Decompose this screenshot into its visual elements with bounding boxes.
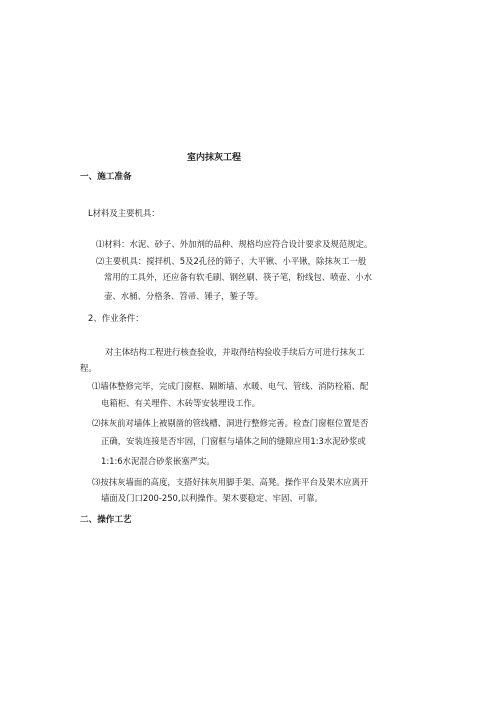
document-title: 室内抹灰工程 [187,153,242,163]
condition-2-line-1: ⑵抹灰前对墙体上被剔凿的管线槽、洞进行整修完善。检查门窗框位置是否 [92,418,369,428]
item-materials: ⑴材料：水泥、砂子、外加剂的品种、规格均应符合设计要求及规范规定。 [96,239,373,249]
condition-3-line-1: ⑶按抹灰墙面的高度，支搭好抹灰用脚手架、高凳。操作平台及架木应离开 [92,477,369,487]
condition-3-line-2: 墙面及门口200-250,以利操作。架木要稳定、牢固、可靠。 [101,493,323,503]
condition-2-line-3: 1:1:6水泥混合砂浆嵌塞严实。 [101,456,215,466]
condition-2-line-2: 正确，安装连接是否牢固，门窗框与墙体之间的缝隙应用1:3水泥砂浆或 [101,436,366,446]
section-heading-preparation: 一、施工准备 [80,172,132,182]
condition-1-line-1: ⑴墙体整修完毕，完成门窗框、隔断墙、水暖、电气、管线、消防栓箱、配 [92,381,369,391]
condition-1-line-2: 电箱柜、有关埋件、木砖等安装埋设工作。 [101,398,261,408]
subheading-work-conditions: 2、作业条件： [88,313,144,323]
paragraph-structure-check-line-2: 程。 [80,363,97,373]
subheading-materials-tools: L材料及主要机具： [88,208,160,218]
paragraph-structure-check-line-1: 对主体结构工程进行核查验收，并取得结构验收手续后方可进行抹灰工 [105,347,365,357]
section-heading-procedure: 二、操作工艺 [80,515,132,525]
item-tools-line-3: 壶、水桶、分格条、笤帚、锤子，錾子等。 [104,291,264,301]
item-tools-line-1: ⑵主要机具：搅拌机、5及2孔径的筛子、大平锹、小平锹，除抹灰工一般 [96,256,367,266]
item-tools-line-2: 常用的工具外，还应备有软毛刷、钢丝刷、筷子笔，粉线包、喷壶、小水 [104,272,372,282]
